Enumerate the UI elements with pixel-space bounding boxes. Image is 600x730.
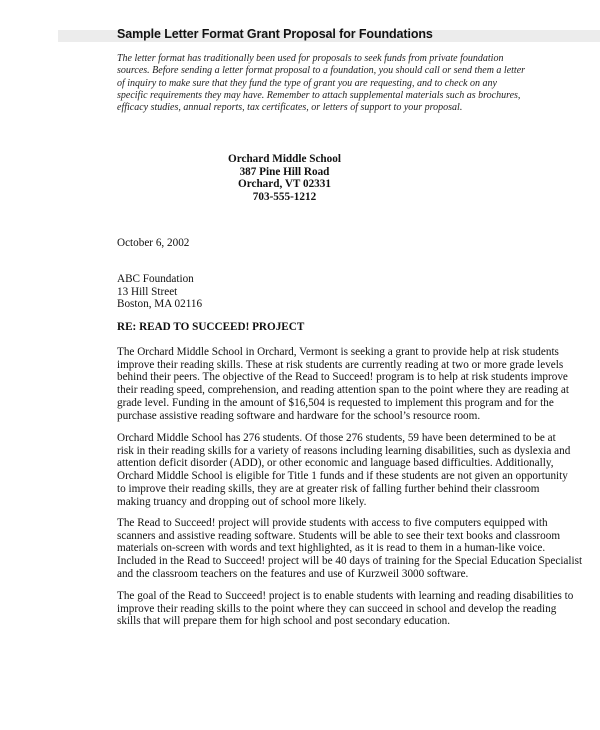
recipient-city: Boston, MA 02116 [117,298,203,311]
recipient-street: 13 Hill Street [117,285,178,298]
intro-line: sources. Before sending a letter format proposal to a foundation, you should call or send them a letter [117,65,526,77]
paragraph-line: to improve their reading skills, they are at greater risk of falling further behind their classroom [117,482,540,495]
body-paragraph-4 [117,590,573,628]
school-name: Orchard Middle School [228,153,341,165]
paragraph-line: skills that will prepare them for high school and post secondary education. [117,615,451,628]
letter-date [117,237,189,250]
date-text: October 6, 2002 [117,237,190,249]
paragraph-line: The Orchard Middle School in Orchard, Vermont is seeking a grant to provide help at risk students [117,346,559,358]
paragraph-line: improve their reading skills. These at risk students are currently reading at two or more grade levels [117,358,564,371]
body-paragraph-1 [117,346,569,422]
paragraph-line: attention deficit disorder (ADD), or other economic and language based difficulties. Additionally, [117,457,554,470]
paragraph-line: purchase assistive reading software and hardware for the school’s resource room. [117,409,481,422]
intro-line: of inquiry to make sure that they fund the type of grant you are requesting, and to check on any [117,77,497,89]
subject-line [117,321,304,334]
recipient-name: ABC Foundation [117,273,194,285]
paragraph-line: their reading speed, comprehension, and reading attention span to the point where they are reading at [117,384,570,397]
paragraph-line: The goal of the Read to Succeed! project is to enable students with learning and reading disabilities to [117,590,574,602]
paragraph-line: Orchard Middle School has 276 students. Of those 276 students, 59 have been determined to be at [117,432,556,444]
school-street: 387 Pine Hill Road [239,165,330,178]
body-paragraph-2 [117,432,570,508]
letterhead [117,153,452,204]
school-phone: 703-555-1212 [252,191,317,204]
paragraph-line: grade level. Funding in the amount of $16,504 is requested to implement this program and for the [117,396,554,409]
paragraph-line: The Read to Succeed! project will provide students with access to five computers equipped with [117,517,548,529]
paragraph-line: improve their reading skills to the point where they can succeed in school and develop the reading [117,602,557,615]
school-city: Orchard, VT 02331 [238,178,331,191]
paragraph-line: making truancy and dropping out of school more likely. [117,495,367,508]
paragraph-line: Included in the Read to Succeed! project will be 40 days of training for the Special Education Specialist [117,555,583,568]
document-title: Sample Letter Format Grant Proposal for Foundations [117,27,433,41]
intro-line: The letter format has traditionally been used for proposals to seek funds from private foundation [117,53,504,64]
intro-paragraph [117,53,562,114]
paragraph-line: scanners and assistive reading software. Students will be able to see their text books and classroom [117,529,561,542]
subject-text: RE: READ TO SUCCEED! PROJECT [117,321,305,333]
intro-line: specific requirements they may have. Remember to attach supplemental materials such as brochures, [117,89,521,101]
paragraph-line: materials on-screen with words and text highlighted, as it is read to them in a human-like voice. [117,542,546,555]
paragraph-line: behind their peers. The objective of the Read to Succeed! program is to help at risk students improve [117,371,568,384]
body-paragraph-3 [117,517,582,581]
intro-line: efficacy studies, annual reports, tax certificates, or letters of support to your proposal. [117,102,463,114]
paragraph-line: Orchard Middle School is eligible for Title 1 funds and if these students are not given an opportunity [117,470,568,483]
paragraph-line: risk in their reading skills for a variety of reasons including learning disabilities, such as dyslexia and [117,444,571,457]
paragraph-line: and the classroom teachers on the features and use of Kurzweil 3000 software. [117,567,469,580]
recipient-address [117,273,202,311]
